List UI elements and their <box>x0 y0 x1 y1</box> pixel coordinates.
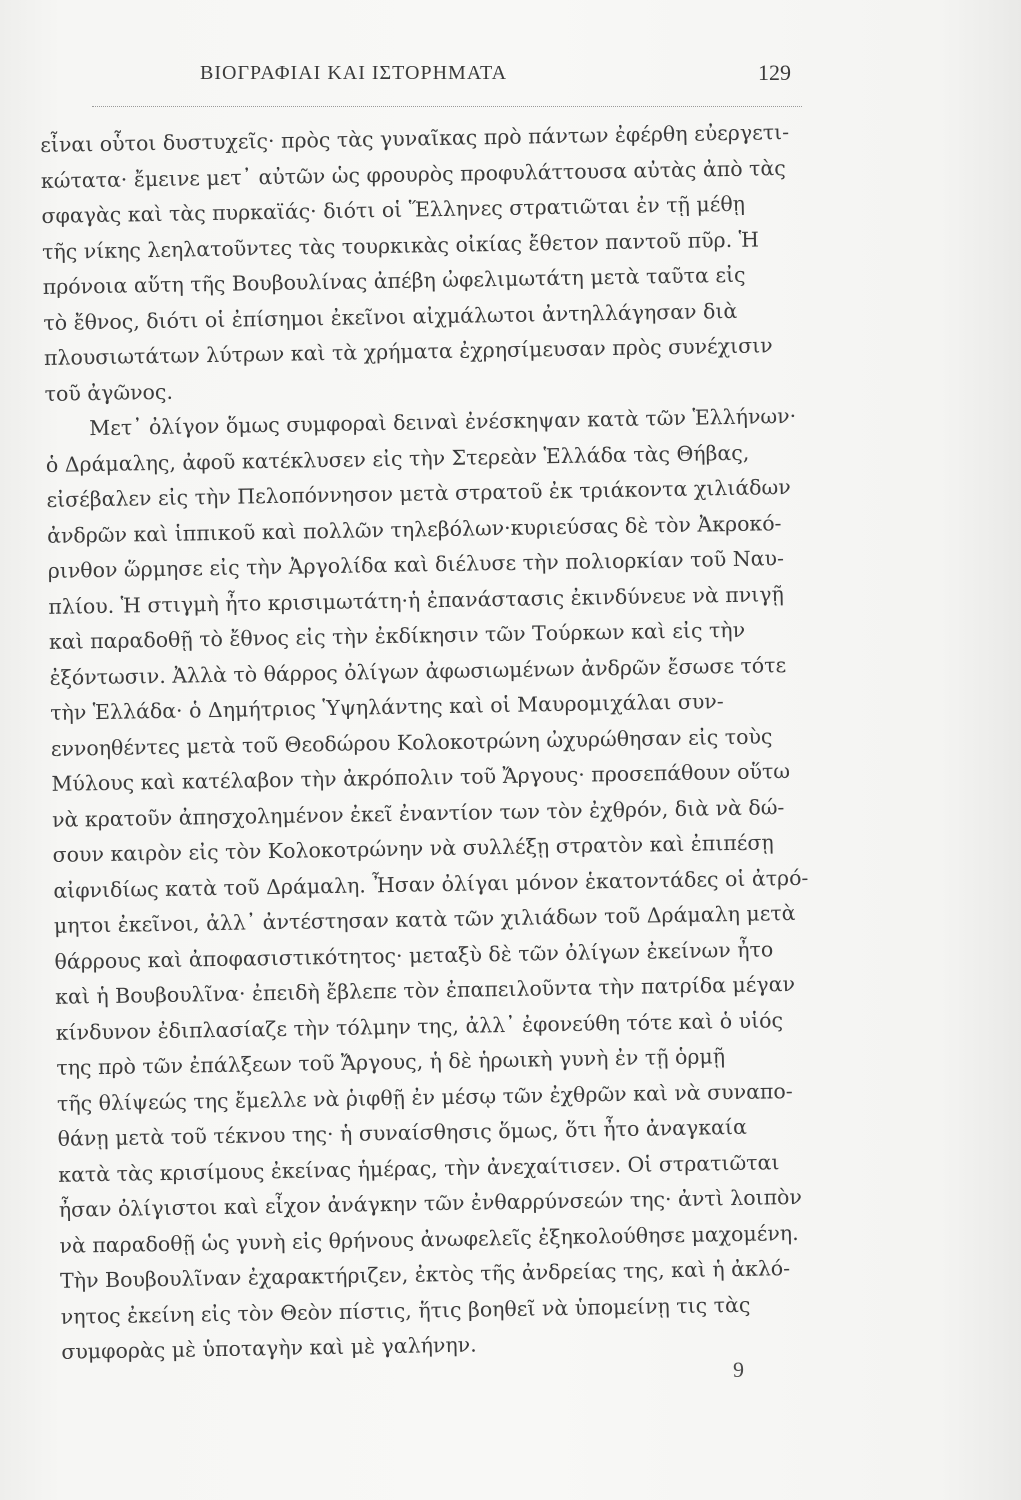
text-line: πρόνοια αὕτη τῆς Βουβουλίνας ἀπέβη ὠφελιμωτάτη μετὰ ταῦτα εἰς <box>42 262 746 299</box>
text-line: αἰφνιδίως κατὰ τοῦ Δράμαλη. Ἦσαν ὀλίγαι μόνον ἑκατοντάδες οἱ ἀτρό- <box>53 865 809 903</box>
page-number: 129 <box>758 60 791 85</box>
text-line: κώτατα· ἔμεινε μετ᾽ αὐτῶν ὡς φρουρὸς προφυλάττουσα αὐτὰς ἀπὸ τὰς <box>40 155 786 193</box>
text-line: συμφορὰς μὲ ὑποταγὴν καὶ μὲ γαλήνην. <box>61 1332 477 1364</box>
text-line: τῆς νίκης λεηλατοῦντες τὰς τουρκικὰς οἰκίας ἔθετον παντοῦ πῦρ. Ἡ <box>41 226 760 264</box>
text-line: ἦσαν ὀλίγιστοι καὶ εἶχον ἀνάγκην τῶν ἐνθαρρύνσεών της· ἀντὶ λοιπὸν <box>58 1184 803 1222</box>
printer-signature-mark: 9 <box>733 1357 744 1382</box>
text-line: σφαγὰς καὶ τὰς πυρκαϊάς· διότι οἱ Ἕλληνες στρατιῶται ἐν τῇ μέθῃ <box>41 191 746 228</box>
text-line: Μύλους καὶ κατέλαβον τὴν ἀκρόπολιν τοῦ Ἄργους· προσεπάθουν οὕτω <box>51 759 791 796</box>
text-line: τοῦ ἀγῶνος. <box>44 379 174 406</box>
text-line: Τὴν Βουβουλῖναν ἐχαρακτήριζεν, ἐκτὸς τῆς ἀνδρείας της, καὶ ἡ ἀκλό- <box>59 1256 791 1293</box>
text-line: τὴν Ἑλλάδα· ὁ Δημήτριος Ὑψηλάντης καὶ οἱ Μαυρομιχάλαι συν- <box>50 689 724 725</box>
text-line: νητος ἐκείνη εἰς τὸν Θεὸν πίστις, ἥτις βοηθεῖ νὰ ὑπομείνῃ τις τὰς <box>60 1292 751 1329</box>
text-line: ὁ Δράμαλης, ἀφοῦ κατέκλυσεν εἰς τὴν Στερεὰν Ἑλλάδα τὰς Θήβας, <box>45 440 750 477</box>
text-line: εἰσέβαλεν εἰς τὴν Πελοπόννησον μετὰ στρατοῦ ἐκ τριάκοντα χιλιάδων <box>46 474 791 512</box>
text-line: τῆς θλίψεώς της ἔμελλε νὰ ῥιφθῇ ἐν μέσῳ τῶν ἐχθρῶν καὶ νὰ συναπο- <box>56 1078 793 1116</box>
running-title: ΒΙΟΓΡΑΦΙΑΙ ΚΑΙ ΙΣΤΟΡΗΜΑΤΑ <box>200 62 508 84</box>
text-line: εἶναι οὗτοι δυστυχεῖς· πρὸς τὰς γυναῖκας πρὸ πάντων ἐφέρθη εὐεργετι- <box>40 119 790 157</box>
text-line: εννοηθέντες μετὰ τοῦ Θεοδώρου Κολοκοτρώνη ὠχυρώθησαν εἰς τοὺς <box>50 723 773 761</box>
text-line: καὶ παραδοθῇ τὸ ἔθνος εἰς τὴν ἐκδίκησιν τῶν Τούρκων καὶ εἰς τὴν <box>48 617 746 654</box>
text-line: καὶ ἡ Βουβουλῖνα· ἐπειδὴ ἔβλεπε τὸν ἐπαπειλοῦντα τὴν πατρίδα μέγαν <box>54 971 796 1009</box>
text-line: πλίου. Ἡ στιγμὴ ἦτο κρισιμωτάτη·ἡ ἐπανάστασις ἐκινδύνευε νὰ πνιγῇ <box>48 581 784 619</box>
text-line: πλουσιωτάτων λύτρων καὶ τὰ χρήματα ἐχρησίμευσαν πρὸς συνέχισιν <box>43 333 773 370</box>
text-line: ἀνδρῶν καὶ ἱππικοῦ καὶ πολλῶν τηλεβόλων·κυριεύσας δὲ τὸν Ἀκροκό- <box>46 510 782 548</box>
text-line: θάνῃ μετὰ τοῦ τέκνου της· ἡ συναίσθησις ὅμως, ὅτι ἦτο ἀναγκαία <box>57 1114 747 1151</box>
text-line: κατὰ τὰς κρισίμους ἐκείνας ἡμέρας, τὴν ἀνεχαίτισεν. Οἱ στρατιῶται <box>58 1149 780 1187</box>
paragraph-start-line: Μετ᾽ ὀλίγον ὅμως συμφοραὶ δειναὶ ἐνέσκηψαν κατὰ τῶν Ἑλλήνων· <box>89 403 797 441</box>
text-line: ρινθον ὥρμησε εἰς τὴν Ἀργολίδα καὶ διέλυσε τὴν πολιορκίαν τοῦ Ναυ- <box>47 546 785 583</box>
body-text <box>40 114 852 1368</box>
text-line: ἐξόντωσιν. Ἀλλὰ τὸ θάρρος ὀλίγων ἀφωσιωμένων ἀνδρῶν ἔσωσε τότε <box>49 652 787 690</box>
header-divider <box>92 106 802 107</box>
text-line: θάρρους καὶ ἀποφασιστικότητος· μεταξὺ δὲ τῶν ὀλίγων ἐκείνων ἦτο <box>54 936 774 974</box>
text-line: νὰ κρατοῦν ἀπησχολημένον ἐκεῖ ἐναντίον των τὸν ἐχθρόν, διὰ νὰ δώ- <box>51 794 785 832</box>
text-line: τὸ ἔθνος, διότι οἱ ἐπίσημοι ἐκεῖνοι αἰχμάλωτοι ἀντηλλάγησαν διὰ <box>43 298 738 335</box>
text-line: κίνδυνον ἐδιπλασίαζε τὴν τόλμην της, ἀλλ᾽ ἐφονεύθη τότε καὶ ὁ υἱός <box>55 1007 784 1045</box>
text-line: της πρὸ τῶν ἐπάλξεων τοῦ Ἄργους, ἡ δὲ ἡρωικὴ γυνὴ ἐν τῇ ὁρμῇ <box>56 1044 726 1080</box>
text-line: νὰ παραδοθῇ ὡς γυνὴ εἰς θρήνους ἀνωφελεῖς ἐξηκολούθησε μαχομένη. <box>59 1220 799 1258</box>
text-line: μητοι ἐκεῖνοι, ἀλλ᾽ ἀντέστησαν κατὰ τῶν χιλιάδων τοῦ Δράμαλη μετὰ <box>53 900 796 938</box>
text-line: σουν καιρὸν εἰς τὸν Κολοκοτρώνην νὰ συλλέξῃ στρατὸν καὶ ἐπιπέσῃ <box>52 830 774 867</box>
